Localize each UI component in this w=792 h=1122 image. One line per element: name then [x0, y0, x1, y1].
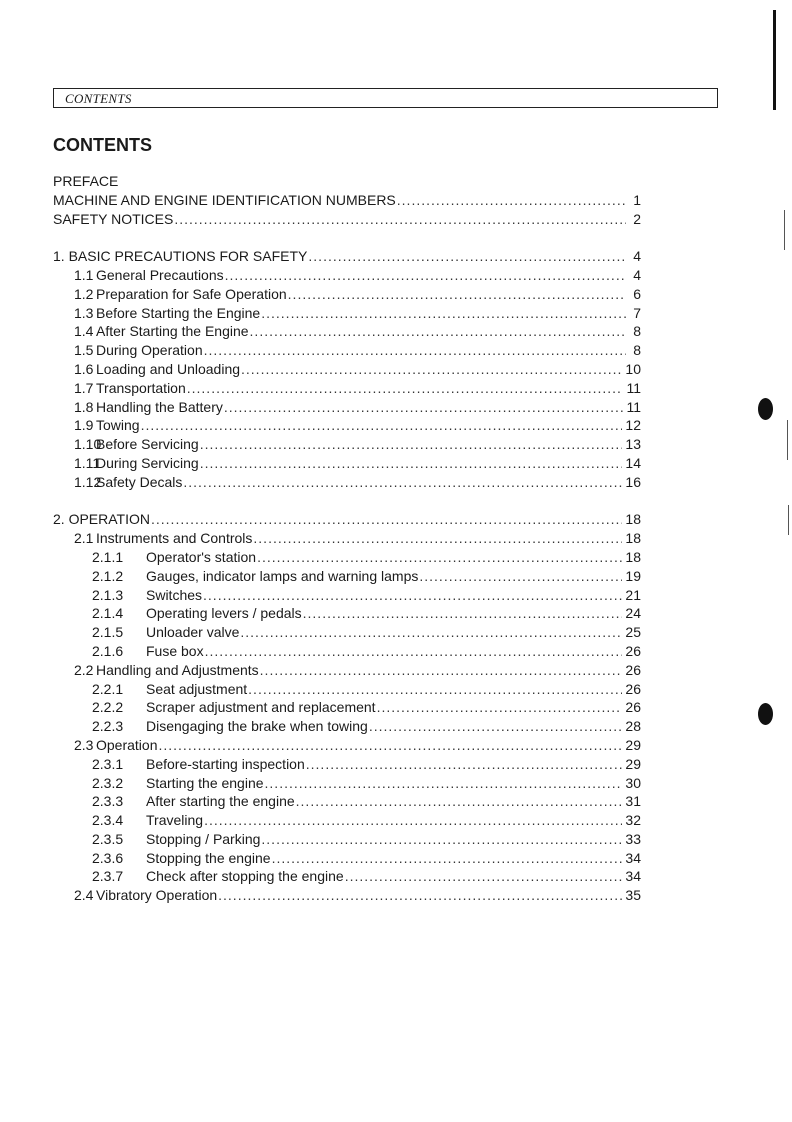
dot-leader: [261, 304, 626, 323]
toc-entry-page: 24: [625, 605, 641, 622]
toc-entry-page: 35: [625, 887, 641, 904]
toc-entry-number: 1.4: [74, 323, 94, 340]
toc-entry[interactable]: [53, 435, 641, 454]
toc-entry-page: 8: [633, 342, 641, 359]
toc-entry-title: Before-starting inspection: [146, 755, 305, 772]
toc-subsection[interactable]: [53, 661, 641, 680]
toc-entry-number: 1.2: [74, 285, 94, 302]
dot-leader: [248, 680, 622, 699]
toc-entry-title: Safety Decals: [96, 473, 183, 490]
toc-entry-title: Operator's station: [146, 548, 257, 565]
dot-leader: [241, 360, 622, 379]
toc-entry-page: 25: [625, 624, 641, 641]
toc-entry-title: Before Starting the Engine: [96, 304, 261, 321]
toc-entry-title: Stopping the engine: [146, 849, 271, 866]
toc-entry[interactable]: [53, 341, 641, 360]
toc-entry[interactable]: [53, 473, 641, 492]
toc-subsection[interactable]: [53, 529, 641, 548]
toc-entry-number: 1.12: [74, 473, 102, 490]
dot-leader: [303, 604, 623, 623]
toc-entry-title: MACHINE AND ENGINE IDENTIFICATION NUMBERS: [53, 191, 396, 208]
toc-entry-page: 16: [625, 473, 641, 490]
dot-leader: [204, 341, 626, 360]
toc-entry-page: 10: [625, 360, 641, 377]
dot-leader: [369, 717, 623, 736]
toc-entry-title: Unloader valve: [146, 624, 240, 641]
dot-leader: [306, 755, 623, 774]
toc-entry-identification-numbers[interactable]: [53, 191, 641, 210]
section-spacer: [53, 492, 641, 511]
section-title: BASIC PRECAUTIONS FOR SAFETY: [68, 248, 308, 265]
scan-edge-line: [787, 420, 788, 460]
toc-entry[interactable]: [53, 698, 641, 717]
toc-entry-title: Operating levers / pedals: [146, 605, 302, 622]
dot-leader: [205, 642, 623, 661]
toc-entry[interactable]: [53, 285, 641, 304]
toc-entry-title: After Starting the Engine: [96, 323, 249, 340]
toc-entry-title: Towing: [96, 417, 140, 434]
toc-entry[interactable]: [53, 416, 641, 435]
section-number: 2.: [53, 511, 65, 528]
toc-entry-title: Loading and Unloading: [96, 360, 241, 377]
toc-entry-preface[interactable]: [53, 172, 641, 191]
toc-entry-page: 19: [625, 567, 641, 584]
toc-entry-number: 2.1.4: [92, 605, 124, 622]
toc-section-2[interactable]: [53, 510, 641, 529]
table-of-contents: [53, 172, 641, 905]
toc-entry-title: Stopping / Parking: [146, 830, 261, 847]
toc-entry-title: Switches: [146, 586, 203, 603]
dot-leader: [183, 473, 622, 492]
toc-entry-title: Starting the engine: [146, 774, 264, 791]
section-spacer: [53, 228, 641, 247]
toc-entry[interactable]: [53, 304, 641, 323]
toc-entry-page: 34: [625, 849, 641, 866]
toc-entry-number: 2.3.1: [92, 755, 124, 772]
toc-entry[interactable]: [53, 642, 641, 661]
toc-entry[interactable]: [53, 454, 641, 473]
dot-leader: [203, 586, 622, 605]
dot-leader: [253, 529, 622, 548]
dot-leader: [250, 322, 626, 341]
toc-entry-page: 26: [625, 642, 641, 659]
dot-leader: [240, 623, 622, 642]
toc-entry-page: 33: [625, 830, 641, 847]
scan-edge-mark: [773, 10, 776, 110]
toc-entry[interactable]: [53, 849, 641, 868]
toc-entry-page: 11: [626, 379, 641, 396]
toc-entry-page: 29: [625, 736, 641, 753]
toc-entry-title: Handling the Battery: [96, 398, 223, 415]
toc-entry-title: Scraper adjustment and replacement: [146, 699, 376, 716]
running-header: [53, 88, 718, 108]
toc-entry[interactable]: [53, 717, 641, 736]
dot-leader: [174, 210, 626, 229]
toc-entry-title: Preparation for Safe Operation: [96, 285, 287, 302]
toc-entry-page: 1: [633, 191, 641, 208]
binder-hole-mark: [758, 703, 773, 725]
toc-subsection[interactable]: [53, 736, 641, 755]
toc-entry-number: 2.2: [74, 661, 94, 678]
dot-leader: [377, 698, 623, 717]
toc-entry-number: 2.3.3: [92, 793, 124, 810]
toc-entry-number: 2.3.7: [92, 868, 124, 885]
toc-entry-title: Gauges, indicator lamps and warning lamps: [146, 567, 419, 584]
toc-entry-number: 2.4: [74, 887, 94, 904]
toc-entry-number: 1.11: [74, 454, 101, 471]
dot-leader: [218, 886, 622, 905]
toc-entry-number: 2.3.5: [92, 830, 124, 847]
dot-leader: [204, 811, 622, 830]
dot-leader: [288, 285, 626, 304]
toc-entry-number: 2.2.3: [92, 718, 124, 735]
toc-entry-title: Instruments and Controls: [96, 530, 253, 547]
dot-leader: [272, 849, 623, 868]
toc-entry-number: 2.3.4: [92, 812, 124, 829]
dot-leader: [265, 774, 623, 793]
toc-entry-number: 2.1.3: [92, 586, 124, 603]
toc-entry-number: 1.5: [74, 342, 94, 359]
toc-entry-title: After starting the engine: [146, 793, 295, 810]
toc-entry-title: PREFACE: [53, 173, 119, 189]
toc-entry-title: Disengaging the brake when towing: [146, 718, 368, 735]
dot-leader: [308, 247, 626, 266]
toc-entry-number: 1.9: [74, 417, 94, 434]
toc-entry-title: Operation: [96, 736, 158, 753]
toc-subsection[interactable]: [53, 886, 641, 905]
dot-leader: [345, 867, 623, 886]
toc-entry-number: 2.3.6: [92, 849, 124, 866]
toc-entry-title: Traveling: [146, 812, 204, 829]
section-title: OPERATION: [68, 511, 150, 528]
toc-entry-page: 31: [625, 793, 641, 810]
toc-entry-number: 1.8: [74, 398, 94, 415]
page-title: CONTENTS: [53, 135, 152, 155]
toc-entry-title: SAFETY NOTICES: [53, 210, 174, 227]
section-page: 18: [625, 511, 641, 528]
toc-entry-title: During Servicing: [96, 454, 199, 471]
toc-entry-number: 2.1.5: [92, 624, 124, 641]
toc-entry[interactable]: [53, 680, 641, 699]
toc-entry[interactable]: [53, 548, 641, 567]
toc-entry-title: During Operation: [96, 342, 203, 359]
toc-entry[interactable]: [53, 322, 641, 341]
binder-hole-mark: [758, 398, 773, 420]
toc-entry[interactable]: [53, 830, 641, 849]
section-number: 1.: [53, 248, 65, 265]
toc-entry-title: General Precautions: [96, 266, 224, 283]
toc-entry-number: 1.7: [74, 379, 94, 396]
dot-leader: [419, 567, 622, 586]
toc-entry[interactable]: [53, 774, 641, 793]
toc-entry-page: 18: [625, 548, 641, 565]
toc-entry-title: Vibratory Operation: [96, 887, 218, 904]
toc-entry-page: 6: [633, 285, 641, 302]
toc-entry[interactable]: [53, 379, 641, 398]
toc-entry-page: 28: [625, 718, 641, 735]
toc-entry-page: 11: [626, 398, 641, 415]
toc-entry-safety-notices[interactable]: [53, 210, 641, 229]
toc-entry-page: 18: [625, 530, 641, 547]
toc-entry-page: 32: [625, 812, 641, 829]
toc-entry-number: 2.1.2: [92, 567, 124, 584]
toc-entry-number: 2.3: [74, 736, 94, 753]
toc-entry-page: 30: [625, 774, 641, 791]
toc-entry[interactable]: [53, 867, 641, 886]
toc-entry-number: 1.6: [74, 360, 94, 377]
toc-entry-page: 7: [633, 304, 641, 321]
dot-leader: [151, 510, 622, 529]
toc-entry[interactable]: [53, 623, 641, 642]
toc-entry-page: 21: [625, 586, 641, 603]
toc-entry-number: 2.1.1: [92, 548, 124, 565]
toc-entry-page: 8: [633, 323, 641, 340]
toc-entry[interactable]: [53, 792, 641, 811]
toc-entry-page: 4: [633, 266, 641, 283]
toc-entry-number: 2.2.2: [92, 699, 124, 716]
dot-leader: [257, 548, 622, 567]
toc-entry[interactable]: [53, 266, 641, 285]
toc-entry-number: 2.1.6: [92, 642, 124, 659]
toc-entry-number: 1.3: [74, 304, 94, 321]
toc-entry-number: 1.10: [74, 436, 102, 453]
toc-entry-number: 1.1: [74, 266, 94, 283]
dot-leader: [158, 736, 622, 755]
toc-entry-number: 2.1: [74, 530, 94, 547]
toc-entry-page: 13: [625, 436, 641, 453]
toc-entry-page: 26: [625, 661, 641, 678]
toc-entry[interactable]: [53, 604, 641, 623]
toc-entry-number: 2.2.1: [92, 680, 124, 697]
dot-leader: [141, 416, 623, 435]
toc-entry-title: Handling and Adjustments: [96, 661, 259, 678]
toc-entry-page: 29: [625, 755, 641, 772]
toc-entry[interactable]: [53, 360, 641, 379]
toc-entry-title: Fuse box: [146, 642, 204, 659]
toc-entry-page: 26: [625, 680, 641, 697]
dot-leader: [200, 454, 623, 473]
dot-leader: [224, 398, 624, 417]
dot-leader: [397, 191, 626, 210]
toc-section-1[interactable]: [53, 247, 641, 266]
scan-edge-line: [784, 210, 785, 250]
toc-entry-page: 34: [625, 868, 641, 885]
toc-entry-title: Transportation: [96, 379, 186, 396]
toc-entry-title: Check after stopping the engine: [146, 868, 344, 885]
toc-entry[interactable]: [53, 811, 641, 830]
toc-entry-number: 2.3.2: [92, 774, 124, 791]
scan-edge-line: [788, 505, 789, 535]
toc-entry[interactable]: [53, 755, 641, 774]
dot-leader: [200, 435, 623, 454]
toc-entry[interactable]: [53, 398, 641, 417]
toc-entry-page: 14: [625, 454, 641, 471]
running-header-label: CONTENTS: [65, 91, 132, 106]
toc-entry-title: Before Servicing: [96, 436, 199, 453]
toc-entry-title: Seat adjustment: [146, 680, 248, 697]
dot-leader: [187, 379, 624, 398]
section-page: 4: [633, 248, 641, 265]
toc-entry-page: 12: [625, 417, 641, 434]
toc-entry[interactable]: [53, 586, 641, 605]
toc-entry-page: 2: [633, 210, 641, 227]
toc-entry-page: 26: [625, 699, 641, 716]
dot-leader: [225, 266, 626, 285]
dot-leader: [296, 792, 623, 811]
toc-entry[interactable]: [53, 567, 641, 586]
dot-leader: [260, 661, 623, 680]
dot-leader: [261, 830, 622, 849]
